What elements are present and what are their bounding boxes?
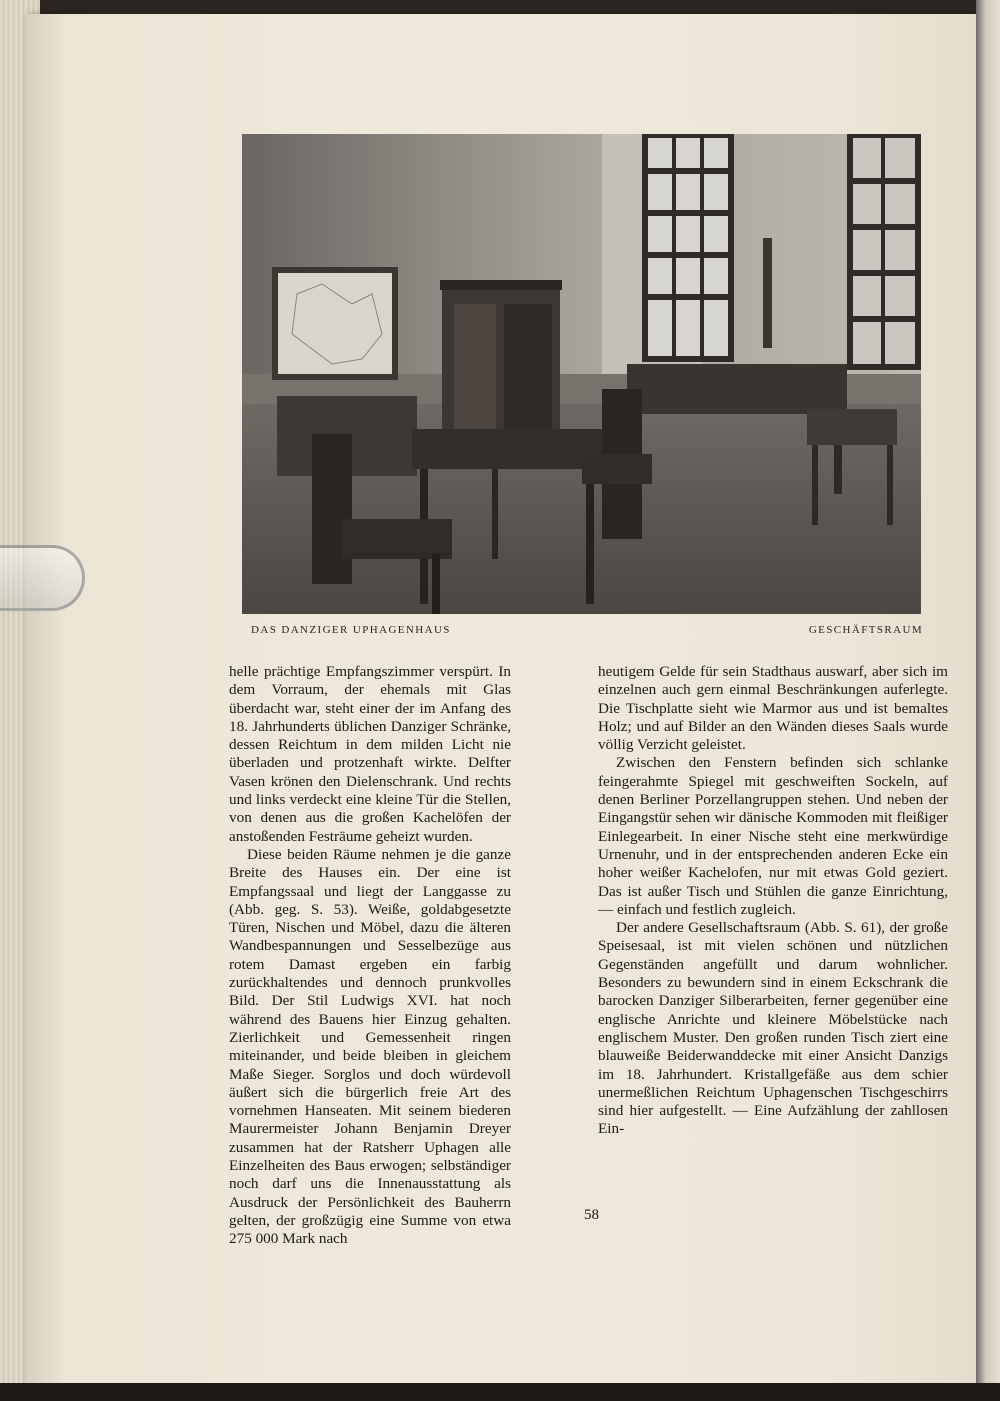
book-right-edge (976, 0, 1000, 1401)
room-photograph (242, 134, 921, 614)
paragraph: Diese beiden Räume nehmen je die ganze Breite des Hauses ein. Der eine ist Empfangssaal und liegt der Langgasse zu (Abb. geg. S. 53). Weiße, goldabgesetzte Türen, Nischen und Möbel, dazu die älteren Wandbespannungen und Sesselbezüge aus rotem Damast ergeben ein farbig zurückhaltendes und dennoch prunkvolles Bild. Der Stil Ludwigs XVI. hat noch während des Bauens hier Einzug gehalten. Zierlichkeit und Gemessenheit ringen miteinander, und beide bleiben in gleichem Maße Sieger. Sorglos und doch würdevoll äußert sich die bürgerlich freie Art des vornehmen Hanseaten. Mit seinem biederen Maurermeister Johann Benjamin Dreyer zusammen hat der Ratsherr Uphagen alle Einzelheiten des Baus erwogen; selbständiger noch darf uns die Innenausstattung als Ausdruck der Persönlichkeit des Bauherrn gelten, der großzügig eine Summe von etwa 275 000 Mark nach (229, 845, 511, 1248)
text-column-right (598, 663, 948, 1139)
room-photograph-drawing (242, 134, 921, 614)
photo-caption-right: GESCHÄFTSRAUM (808, 624, 923, 636)
paragraph: Zwischen den Fenstern befinden sich schlanke feingerahmte Spiegel mit geschweiften Sockeln, auf denen Berliner Porzellangruppen stehen. Und neben der Eingangstür sehen wir dänische Kommoden mit fleißiger Einlegearbeit. In einer Nische steht eine merkwürdige Urnenuhr, und in der entsprechenden anderen Ecke ein hoher weißer Kachelofen, nur mit etwas Gold geziert. Das ist außer Tisch und Stühlen die ganze Einrichtung, — einfach und festlich zugleich. (598, 754, 948, 918)
paragraph: helle prächtige Empfangszimmer verspürt. In dem Vorraum, der ehemals mit Glas überdacht war, steht einer der im Anfang des 18. Jahrhunderts üblichen Danziger Schränke, dessen Reichtum in dem milden Licht nie überladen und protzenhaft wirkte. Delfter Vasen krönen den Dielenschrank. Und rechts und links verdeckt eine kleine Tür die Stellen, von denen aus die großen Kachelöfen der anstoßenden Festräume geheizt wurden. (229, 663, 511, 845)
paragraph: heutigem Gelde für sein Stadthaus auswarf, aber sich im einzelnen auch gern einmal Beschränkungen auferlegte. Die Tischplatte sieht wie Marmor aus und ist bemaltes Holz; und auf Bilder an den Wänden dieses Saals wurde völlig Verzicht geleistet. (598, 663, 948, 754)
photo-caption-left: DAS DANZIGER UPHAGENHAUS (251, 624, 451, 636)
page-clip (0, 545, 85, 611)
paragraph: Der andere Gesellschaftsraum (Abb. S. 61), der große Speisesaal, ist mit vielen schönen und nützlichen Gegenständen angefüllt und darum wohnlicher. Besonders zu bewundern sind in einem Eckschrank die barocken Danziger Silberarbeiten, ferner gegenüber eine englische Anrichte und kleinere Möbelstücke nach englischem Muster. Den großen runden Tisch ziert eine blauweiße Beiderwanddecke mit einer Ansicht Danzigs im 18. Jahrhundert. Kristallgefäße aus dem schier unermeßlichen Reichtum Uphagenschen Tischgeschirrs sind hier aufgestellt. — Eine Aufzählung der zahllosen Ein- (598, 919, 948, 1138)
page-number: 58 (584, 1207, 599, 1223)
text-column-left (229, 663, 511, 1249)
scan-bottom-border (0, 1383, 1000, 1401)
